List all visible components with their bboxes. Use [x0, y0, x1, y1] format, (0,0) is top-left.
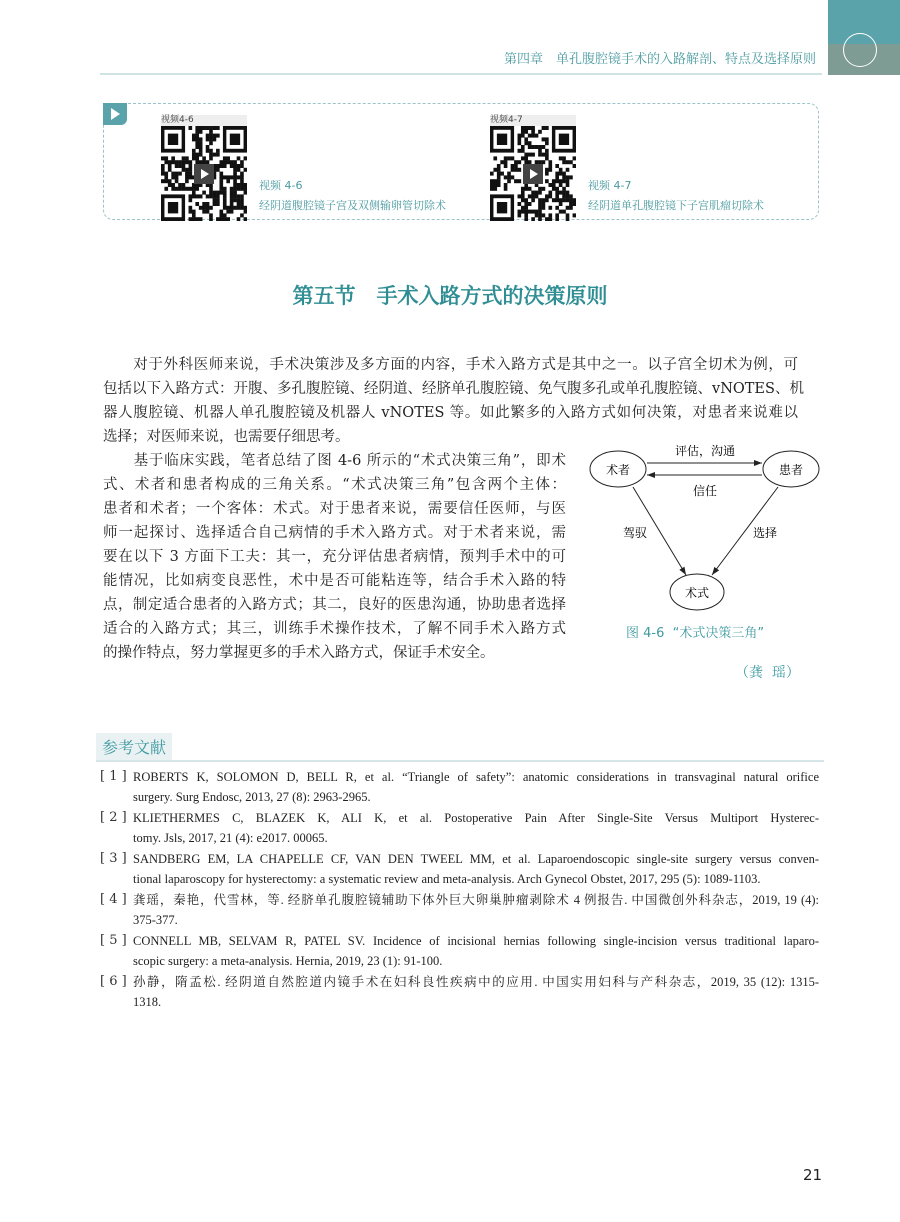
paragraph-line: 师一起探讨、选择适合自己病情的手术入路方式。对于术者来说，需 — [103, 525, 566, 541]
author: （龚 瑶） — [735, 665, 800, 681]
paragraph-line: 的操作特点，努力掌握更多的手术入路方式，保证手术安全。 — [103, 645, 495, 661]
edge-label-choose: 选择 — [753, 526, 778, 540]
qr-label: 视频4-7 — [490, 115, 576, 126]
reference-text: SANDBERG EM, LA CHAPELLE CF, VAN DEN TWEEL MM, et al. Laparoendoscopic single-site surgery versus conven- — [133, 852, 819, 866]
video-caption — [588, 176, 764, 216]
edge-label-trust: 信任 — [692, 484, 718, 498]
node-patient-label: 患者 — [778, 463, 804, 477]
reference-number: [ 4 ] — [100, 892, 127, 907]
reference-text: surgery. Surg Endosc, 2013, 27 (8): 2963-2965. — [133, 790, 371, 804]
paragraph-line: 包括以下入路方式：开腹、多孔腹腔镜、经阴道、经脐单孔腹腔镜、免气腹多孔或单孔腹腔镜、vNOTES、机 — [103, 381, 804, 397]
section-title: 第五节 手术入路方式的决策原则 — [292, 283, 608, 308]
references-divider — [96, 760, 824, 762]
paragraph-line: 器人腹腔镜、机器人单孔腹腔镜及机器人 vNOTES 等。如此繁多的入路方式如何决策，对患者来说难以 — [103, 405, 798, 421]
header-divider — [100, 73, 822, 75]
reference-text: CONNELL MB, SELVAM R, PATEL SV. Incidence of incisional hernias following single-incision versus traditional laparo- — [133, 934, 819, 948]
video-title: 经阴道单孔腹腔镜下子宫肌瘤切除术 — [588, 199, 764, 212]
qr-code-video-4-6[interactable] — [161, 115, 247, 225]
video-number: 视频 4-7 — [588, 179, 632, 192]
paragraph-line: 式、术者和患者构成的三角关系。“术式决策三角”包含两个主体： — [103, 477, 566, 493]
paragraph-line: 点，制定适合患者的入路方式；其二，良好的医患沟通，协助患者选择 — [103, 597, 566, 613]
play-icon — [103, 103, 127, 125]
decision-triangle-diagram — [585, 435, 825, 615]
references-heading: 参考文献 — [96, 733, 172, 760]
reference-number: [ 6 ] — [100, 974, 127, 989]
reference-text: 孙静，隋孟松. 经阴道自然腔道内镜手术在妇科良性疾病中的应用. 中国实用妇科与产科杂志，2019, 35 (12): 1315- — [133, 975, 819, 989]
video-number: 视频 4-6 — [259, 179, 303, 192]
qr-code-icon — [161, 126, 247, 221]
reference-text: 375-377. — [133, 913, 178, 927]
reference-number: [ 3 ] — [100, 851, 127, 866]
node-procedure-label: 术式 — [684, 586, 710, 600]
reference-number: [ 5 ] — [100, 933, 127, 948]
reference-text: 1318. — [133, 995, 162, 1009]
qr-code-icon — [490, 126, 576, 221]
paragraph-line: 能情况，比如病变良恶性，术中是否可能粘连等，结合手术入路的特 — [103, 573, 566, 589]
reference-text: ROBERTS K, SOLOMON D, BELL R, et al. “Triangle of safety”: anatomic considerations in transvaginal natural orifice — [133, 770, 819, 784]
reference-text: scopic surgery: a meta-analysis. Hernia, 2019, 23 (1): 91-100. — [133, 954, 443, 968]
reference-text: tomy. Jsls, 2017, 21 (4): e2017. 00065. — [133, 831, 328, 845]
paragraph-line: 选择；对医师来说，也需要仔细思考。 — [103, 429, 350, 445]
paragraph-line: 患者和术者；一个客体：术式。对于患者来说，需要信任医师，与医 — [103, 501, 566, 517]
node-surgeon-label: 术者 — [605, 463, 631, 477]
reference-text: 龚瑶，秦艳，代雪林，等. 经脐单孔腹腔镜辅助下体外巨大卵巢肿瘤剥除术 4 例报告. 中国微创外科杂志，2019, 19 (4): — [133, 893, 819, 907]
paragraph-line: 基于临床实践，笔者总结了图 4-6 所示的“术式决策三角”，即术 — [103, 453, 566, 469]
edge-label-assess: 评估，沟通 — [674, 444, 736, 458]
video-title: 经阴道腹腔镜子宫及双侧输卵管切除术 — [259, 199, 446, 212]
qr-label: 视频4-6 — [161, 115, 247, 126]
circle-icon — [843, 33, 877, 67]
page-number: 21 — [803, 1166, 823, 1184]
reference-number: [ 2 ] — [100, 810, 127, 825]
running-header: 第四章 单孔腹腔镜手术的入路解剖、特点及选择原则 — [503, 52, 816, 67]
video-caption — [259, 176, 446, 216]
paragraph-line: 对于外科医师来说，手术决策涉及多方面的内容，手术入路方式是其中之一。以子宫全切术为例，可 — [103, 357, 798, 373]
qr-code-video-4-7[interactable] — [490, 115, 576, 225]
paragraph-line: 适合的入路方式；其三，训练手术操作技术，了解不同手术入路方式 — [103, 621, 566, 637]
reference-number: [ 1 ] — [100, 769, 127, 784]
reference-text: tional laparoscopy for hysterectomy: a systematic review and meta-analysis. Arch Gynecol Obstet, 2017, 295 (5): 1089-1103. — [133, 872, 761, 886]
reference-text: KLIETHERMES C, BLAZEK K, ALI K, et al. Postoperative Pain After Single-Site Versus Multiport Hysterec- — [133, 811, 819, 825]
paragraph-line: 要在以下 3 方面下工夫：其一，充分评估患者病情，预判手术中的可 — [103, 549, 566, 565]
edge-label-control: 驾驭 — [623, 526, 648, 540]
figure-caption: 图 4-6 “术式决策三角” — [626, 626, 765, 641]
